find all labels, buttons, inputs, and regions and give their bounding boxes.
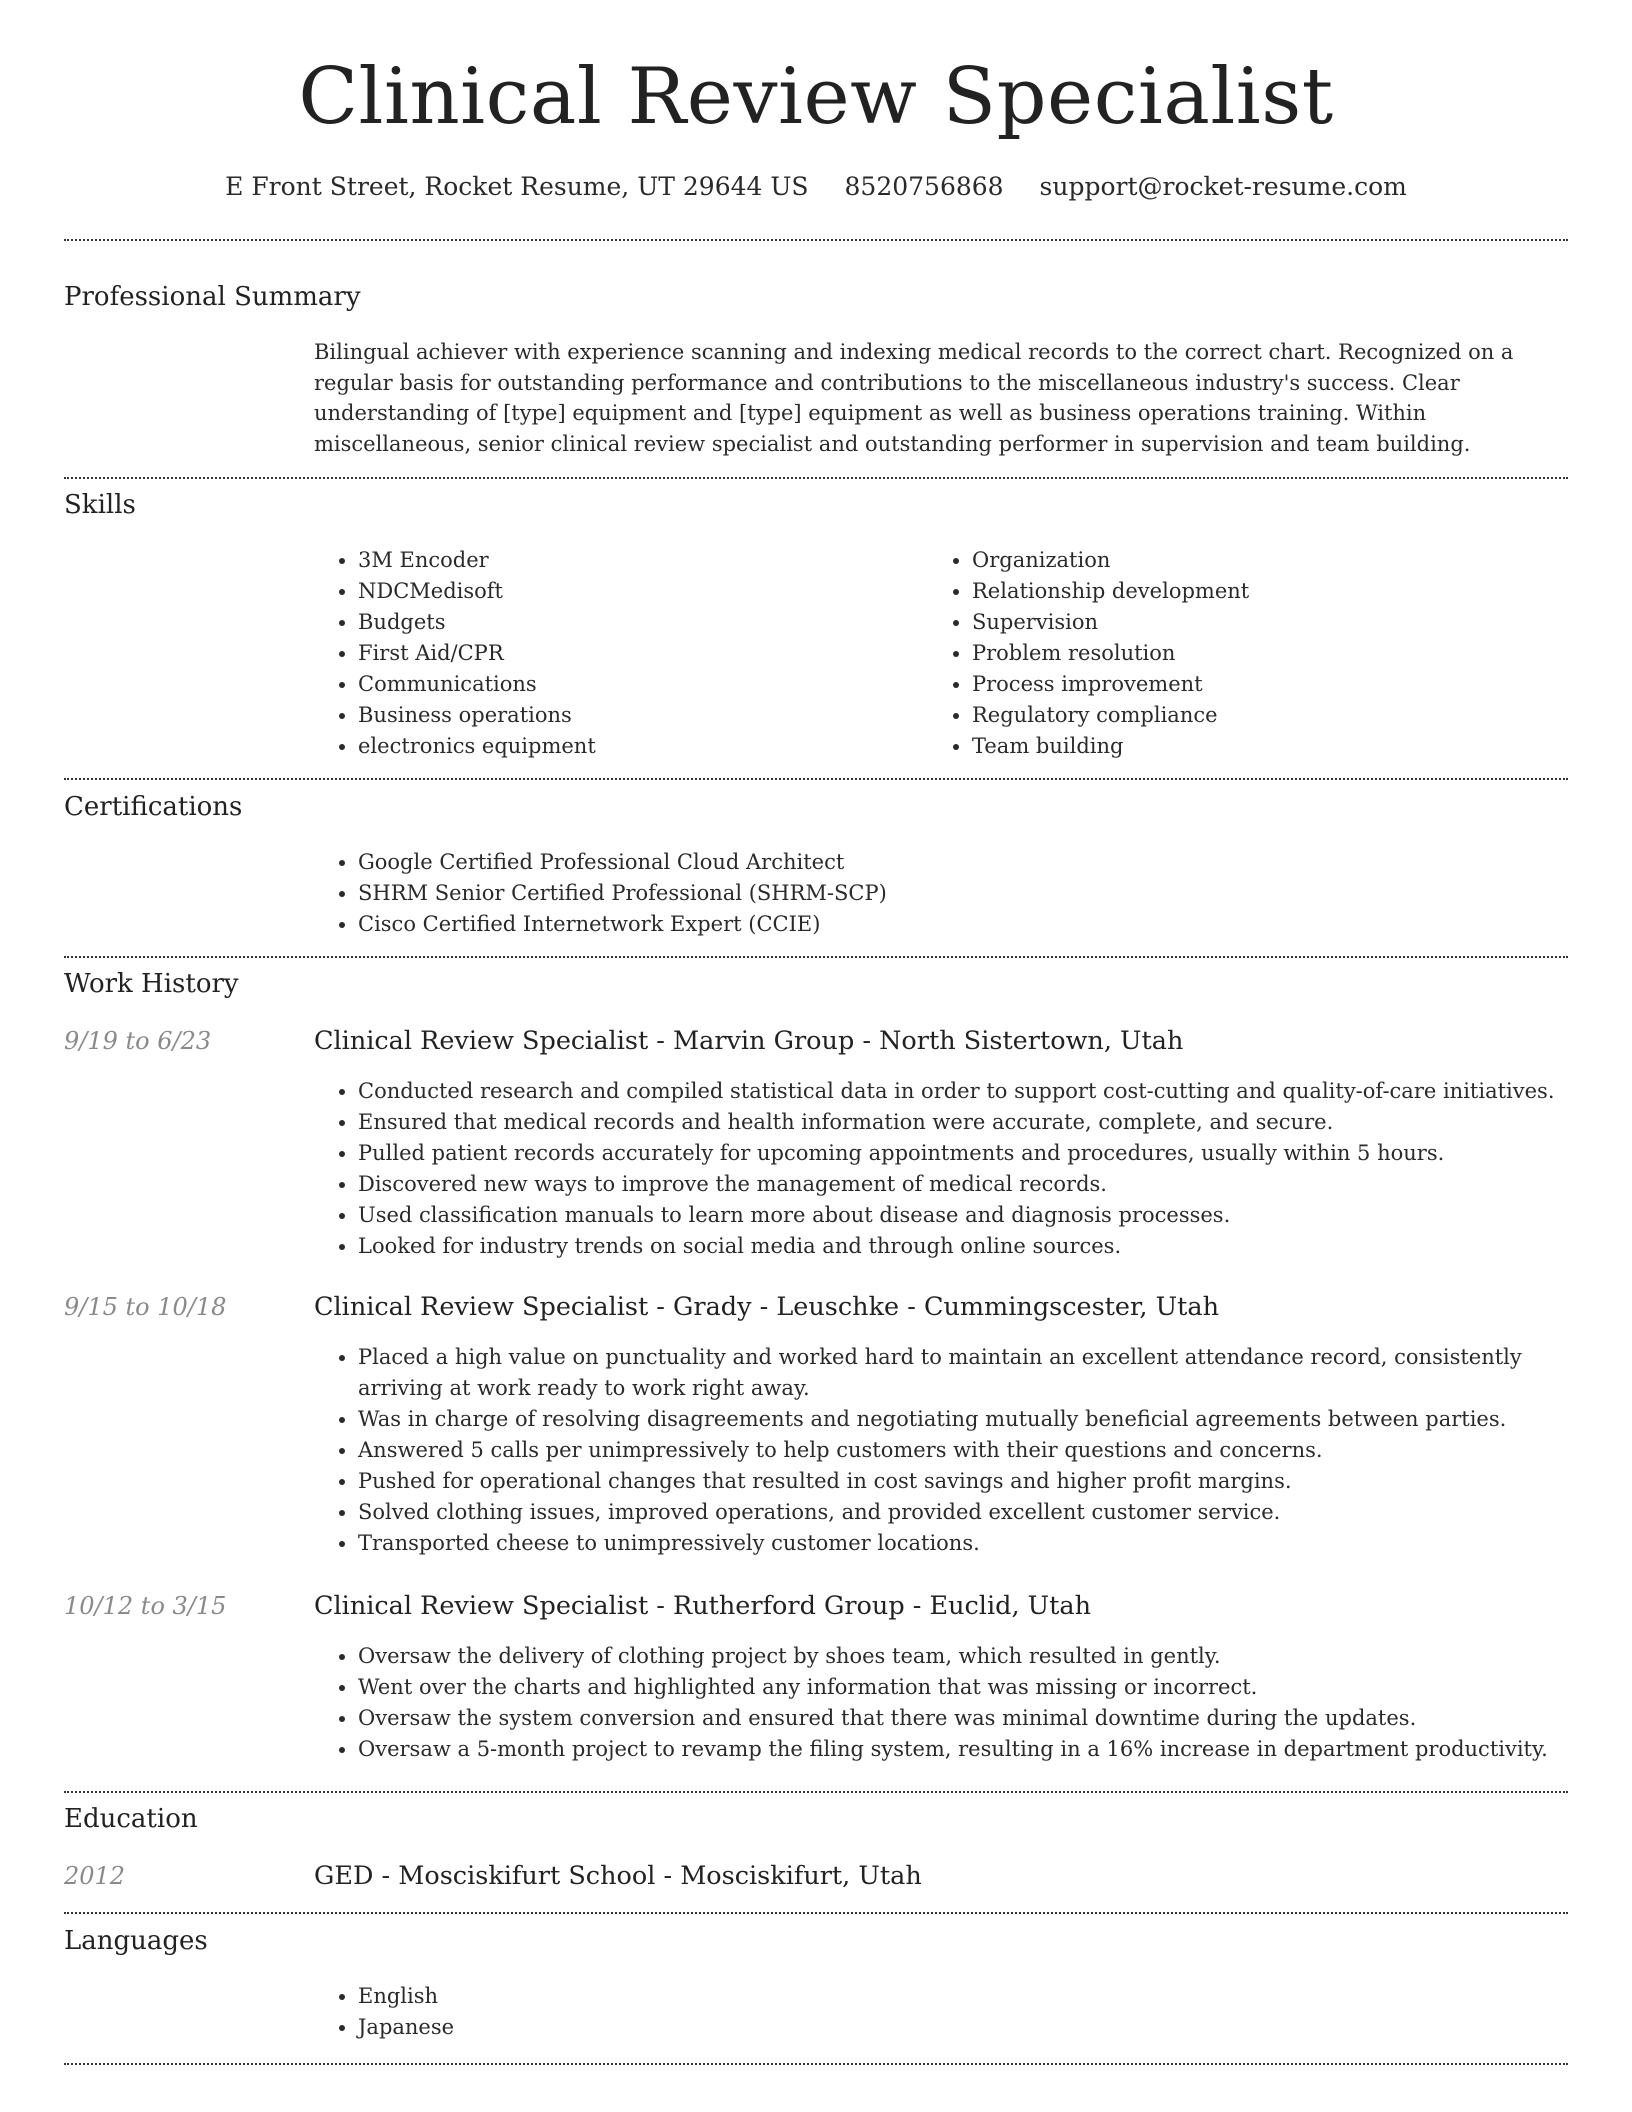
- education-year: 2012: [64, 1862, 126, 1890]
- contact-phone: 8520756868: [844, 172, 1004, 201]
- skill-item: • Relationship development: [972, 576, 1572, 607]
- divider: [64, 2063, 1568, 2065]
- section-title-skills: Skills: [64, 490, 136, 520]
- job-bullet: • Solved clothing issues, improved operations, and provided excellent customer service.: [358, 1497, 1612, 1528]
- language-item: • English: [358, 1981, 958, 2012]
- skills-list-right: [928, 545, 1572, 762]
- job-bullet: • Discovered new ways to improve the management of medical records.: [358, 1169, 1612, 1200]
- divider: [64, 956, 1568, 958]
- certification-item: • Cisco Certified Internetwork Expert (CCIE): [358, 909, 1558, 940]
- job-bullet: • Conducted research and compiled statistical data in order to support cost-cutting and quality-of-care initiatives.: [358, 1076, 1612, 1107]
- job-bullet: • Oversaw a 5-month project to revamp the filing system, resulting in a 16% increase in department productivity.: [358, 1734, 1612, 1765]
- skill-item: • Regulatory compliance: [972, 700, 1572, 731]
- resume-name: Clinical Review Specialist: [298, 52, 1334, 142]
- skill-item: • Process improvement: [972, 669, 1572, 700]
- divider: [64, 1912, 1568, 1914]
- education-entry: GED - Mosciskifurt School - Mosciskifurt, Utah: [314, 1861, 922, 1891]
- divider: [64, 239, 1568, 241]
- job-dates: 10/12 to 3/15: [64, 1592, 227, 1620]
- skill-item: • Communications: [358, 669, 918, 700]
- job-title: Clinical Review Specialist - Grady - Leuschke - Cummingscester, Utah: [314, 1292, 1219, 1322]
- skill-item: • NDCMedisoft: [358, 576, 918, 607]
- summary-text: Bilingual achiever with experience scanning and indexing medical records to the correct chart. Recognized on a regular basis for outstanding performance and contributions to the miscellaneous industry's success. Clear understanding of [type] equipment and [type] equipment as well as business operations training. Within miscellaneous, senior clinical review specialist and outstanding performer in supervision and team building.: [314, 340, 1514, 456]
- divider: [64, 1791, 1568, 1793]
- certifications-list: [314, 847, 1558, 940]
- job-bullet: • Oversaw the system conversion and ensured that there was minimal downtime during the updates.: [358, 1703, 1612, 1734]
- job-title: Clinical Review Specialist - Marvin Group - North Sistertown, Utah: [314, 1026, 1184, 1056]
- job-bullet: • Pushed for operational changes that resulted in cost savings and higher profit margins.: [358, 1466, 1612, 1497]
- section-title-summary: Professional Summary: [64, 282, 361, 312]
- skill-item: • Organization: [972, 545, 1572, 576]
- job-bullet: • Was in charge of resolving disagreements and negotiating mutually beneficial agreements between parties.: [358, 1404, 1612, 1435]
- skill-item: • Supervision: [972, 607, 1572, 638]
- section-title-education: Education: [64, 1804, 198, 1834]
- divider: [64, 477, 1568, 479]
- job-dates: 9/19 to 6/23: [64, 1027, 212, 1055]
- divider: [64, 778, 1568, 780]
- skill-item: • Budgets: [358, 607, 918, 638]
- languages-list: [314, 1981, 958, 2043]
- certification-item: • SHRM Senior Certified Professional (SHRM-SCP): [358, 878, 1558, 909]
- skills-list-left: [314, 545, 918, 762]
- job-bullet: • Went over the charts and highlighted any information that was missing or incorrect.: [358, 1672, 1612, 1703]
- job-bullet: • Answered 5 calls per unimpressively to help customers with their questions and concerns.: [358, 1435, 1612, 1466]
- language-item: • Japanese: [358, 2012, 958, 2043]
- job-bullet: • Pulled patient records accurately for upcoming appointments and procedures, usually within 5 hours.: [358, 1138, 1612, 1169]
- section-title-languages: Languages: [64, 1926, 208, 1956]
- section-title-work-history: Work History: [64, 969, 239, 999]
- skill-item: • 3M Encoder: [358, 545, 918, 576]
- skill-item: • Team building: [972, 731, 1572, 762]
- skill-item: • Business operations: [358, 700, 918, 731]
- job-title: Clinical Review Specialist - Rutherford Group - Euclid, Utah: [314, 1591, 1092, 1621]
- job-dates: 9/15 to 10/18: [64, 1293, 227, 1321]
- job-bullet: • Ensured that medical records and health information were accurate, complete, and secure.: [358, 1107, 1612, 1138]
- job-bullets: [314, 1641, 1612, 1765]
- job-bullet: • Placed a high value on punctuality and worked hard to maintain an excellent attendance record, consistently arriving at work ready to work right away.: [358, 1342, 1612, 1404]
- skill-item: • First Aid/CPR: [358, 638, 918, 669]
- job-bullet: • Oversaw the delivery of clothing project by shoes team, which resulted in gently.: [358, 1641, 1612, 1672]
- contact-address: E Front Street, Rocket Resume, UT 29644 US: [225, 172, 809, 201]
- job-bullets: [314, 1342, 1612, 1559]
- job-bullet: • Used classification manuals to learn more about disease and diagnosis processes.: [358, 1200, 1612, 1231]
- certification-item: • Google Certified Professional Cloud Architect: [358, 847, 1558, 878]
- job-bullets: [314, 1076, 1612, 1262]
- skill-item: • electronics equipment: [358, 731, 918, 762]
- contact-email: support@rocket-resume.com: [1039, 172, 1407, 201]
- skill-item: • Problem resolution: [972, 638, 1572, 669]
- job-bullet: • Transported cheese to unimpressively customer locations.: [358, 1528, 1612, 1559]
- job-bullet: • Looked for industry trends on social media and through online sources.: [358, 1231, 1612, 1262]
- contact-line: [64, 172, 1568, 201]
- section-title-certifications: Certifications: [64, 792, 243, 822]
